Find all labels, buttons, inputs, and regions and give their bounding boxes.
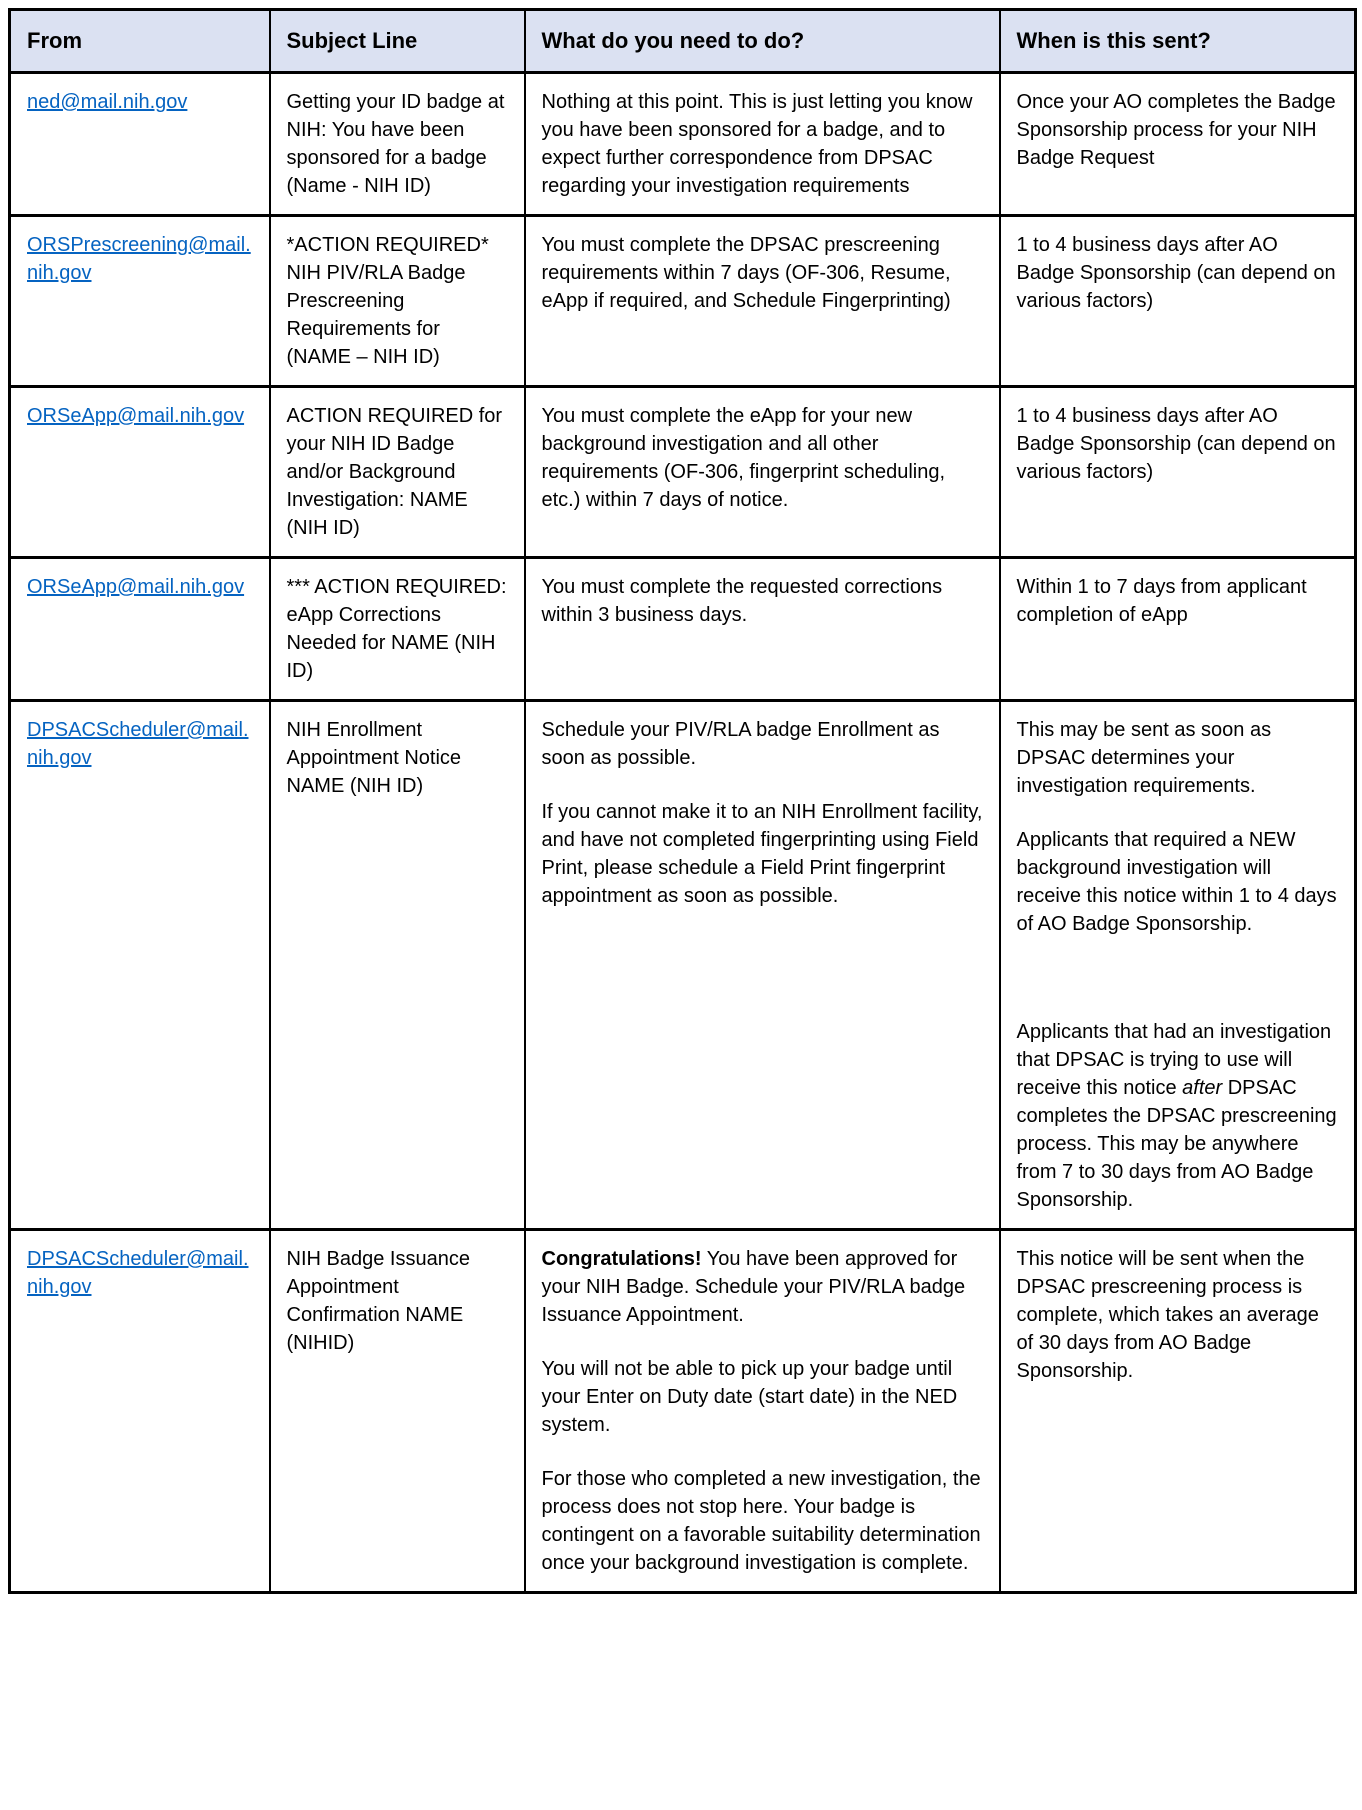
text-run: after — [1182, 1077, 1223, 1099]
subject-cell — [270, 73, 525, 216]
paragraph — [542, 1355, 983, 1439]
table-row — [10, 558, 1356, 701]
from-cell — [10, 1230, 270, 1593]
paragraph — [1017, 826, 1339, 938]
table-row — [10, 1230, 1356, 1593]
paragraph — [1017, 402, 1339, 486]
what-cell — [525, 1230, 1000, 1593]
from-cell — [10, 73, 270, 216]
paragraph — [287, 231, 508, 371]
text-run: You must complete the eApp for your new background investigation and all other requirements (OF-306, fingerprint scheduling, etc.) within 7 days of notice. — [541, 405, 946, 511]
text-run: *ACTION REQUIRED* NIH PIV/RLA Badge Prescreening Requirements for (NAME – NIH ID) — [286, 234, 489, 368]
text-run: You will not be able to pick up your badge until your Enter on Duty date (start date) in the NED system. — [541, 1358, 958, 1436]
text-run: Applicants that had an investigation that DPSAC is trying to use will receive this notice — [1016, 1021, 1332, 1099]
paragraph — [287, 88, 508, 200]
email-link[interactable]: ORSeApp@mail.nih.gov — [27, 576, 245, 598]
when-cell — [1000, 73, 1356, 216]
text-run: You must complete the requested corrections within 3 business days. — [541, 576, 943, 626]
text-run: Applicants that required a NEW background investigation will receive this notice within 1 to 4 days of AO Badge Sponsorship. — [1016, 829, 1337, 935]
when-cell — [1000, 701, 1356, 1230]
paragraph — [287, 716, 508, 800]
subject-cell — [270, 1230, 525, 1593]
email-link[interactable]: ORSeApp@mail.nih.gov — [27, 405, 245, 427]
from-cell — [10, 216, 270, 387]
from-cell — [10, 701, 270, 1230]
paragraph — [1017, 231, 1339, 315]
text-run: Getting your ID badge at NIH: You have been sponsored for a badge (Name - NIH ID) — [286, 91, 505, 197]
paragraph — [287, 573, 508, 685]
paragraph — [1017, 88, 1339, 172]
text-run: You have been approved for your NIH Badge. Schedule your PIV/RLA badge Issuance Appointment. — [541, 1248, 966, 1326]
paragraph — [542, 1245, 983, 1329]
when-cell — [1000, 216, 1356, 387]
paragraph — [542, 231, 983, 315]
paragraph — [542, 716, 983, 772]
text-run: DPSAC completes the DPSAC prescreening process. This may be anywhere from 7 to 30 days from AO Badge Sponsorship. — [1016, 1077, 1337, 1211]
paragraph — [1017, 964, 1339, 992]
header-row — [10, 10, 1356, 73]
text-run: For those who completed a new investigation, the process does not stop here. Your badge is contingent on a favorable suitability determination once your background investigation is complete. — [541, 1468, 981, 1574]
paragraph — [1017, 573, 1339, 629]
paragraph — [1017, 1245, 1339, 1385]
header-cell-subject: Subject Line — [270, 10, 525, 73]
paragraph — [542, 402, 983, 514]
from-cell — [10, 558, 270, 701]
what-cell — [525, 701, 1000, 1230]
email-link[interactable]: DPSACScheduler@mail.nih.gov — [27, 719, 249, 769]
when-cell — [1000, 1230, 1356, 1593]
text-run: You must complete the DPSAC prescreening requirements within 7 days (OF-306, Resume, eApp if required, and Schedule Fingerprinting) — [541, 234, 951, 312]
what-cell — [525, 216, 1000, 387]
paragraph — [287, 402, 508, 542]
what-cell — [525, 73, 1000, 216]
text-run: NIH Enrollment Appointment Notice NAME (NIH ID) — [286, 719, 462, 797]
subject-cell — [270, 387, 525, 558]
subject-cell — [270, 701, 525, 1230]
subject-cell — [270, 558, 525, 701]
table-row — [10, 701, 1356, 1230]
paragraph — [542, 1465, 983, 1577]
table-row — [10, 73, 1356, 216]
when-cell — [1000, 387, 1356, 558]
text-run: If you cannot make it to an NIH Enrollment facility, and have not completed fingerprinting using Field Print, please schedule a Field Print fingerprint appointment as soon as possible. — [541, 801, 983, 907]
table-body — [10, 73, 1356, 1593]
when-cell — [1000, 558, 1356, 701]
email-notifications-table — [8, 8, 1357, 1594]
text-run: Once your AO completes the Badge Sponsorship process for your NIH Badge Request — [1016, 91, 1336, 169]
paragraph — [542, 88, 983, 200]
table-row — [10, 387, 1356, 558]
text-run: 1 to 4 business days after AO Badge Sponsorship (can depend on various factors) — [1016, 234, 1336, 312]
text-run: Within 1 to 7 days from applicant completion of eApp — [1016, 576, 1307, 626]
paragraph — [287, 1245, 508, 1357]
table-row — [10, 216, 1356, 387]
header-cell-from: From — [10, 10, 270, 73]
header-cell-what: What do you need to do? — [525, 10, 1000, 73]
text-run: This notice will be sent when the DPSAC prescreening process is complete, which takes an average of 30 days from AO Badge Sponsorship. — [1016, 1248, 1319, 1382]
header-cell-when: When is this sent? — [1000, 10, 1356, 73]
text-run: Nothing at this point. This is just letting you know you have been sponsored for a badge, and to expect further correspondence from DPSAC regarding your investigation requirements — [541, 91, 973, 197]
text-run: *** ACTION REQUIRED: eApp Corrections Needed for NAME (NIH ID) — [286, 576, 507, 682]
text-run: ACTION REQUIRED for your NIH ID Badge and/or Background Investigation: NAME (NIH ID) — [286, 405, 503, 539]
paragraph — [542, 798, 983, 910]
paragraph — [1017, 716, 1339, 800]
paragraph — [1017, 1018, 1339, 1214]
text-run: NIH Badge Issuance Appointment Confirmation NAME (NIHID) — [286, 1248, 470, 1354]
text-run: This may be sent as soon as DPSAC determines your investigation requirements. — [1016, 719, 1272, 797]
text-run: 1 to 4 business days after AO Badge Sponsorship (can depend on various factors) — [1016, 405, 1336, 483]
text-run: Schedule your PIV/RLA badge Enrollment as soon as possible. — [541, 719, 940, 769]
text-run: Congratulations! — [541, 1248, 702, 1270]
email-link[interactable]: DPSACScheduler@mail.nih.gov — [27, 1248, 249, 1298]
email-link[interactable]: ORSPrescreening@mail.nih.gov — [27, 234, 251, 284]
from-cell — [10, 387, 270, 558]
paragraph — [542, 573, 983, 629]
what-cell — [525, 558, 1000, 701]
email-link[interactable]: ned@mail.nih.gov — [27, 91, 188, 113]
what-cell — [525, 387, 1000, 558]
subject-cell — [270, 216, 525, 387]
